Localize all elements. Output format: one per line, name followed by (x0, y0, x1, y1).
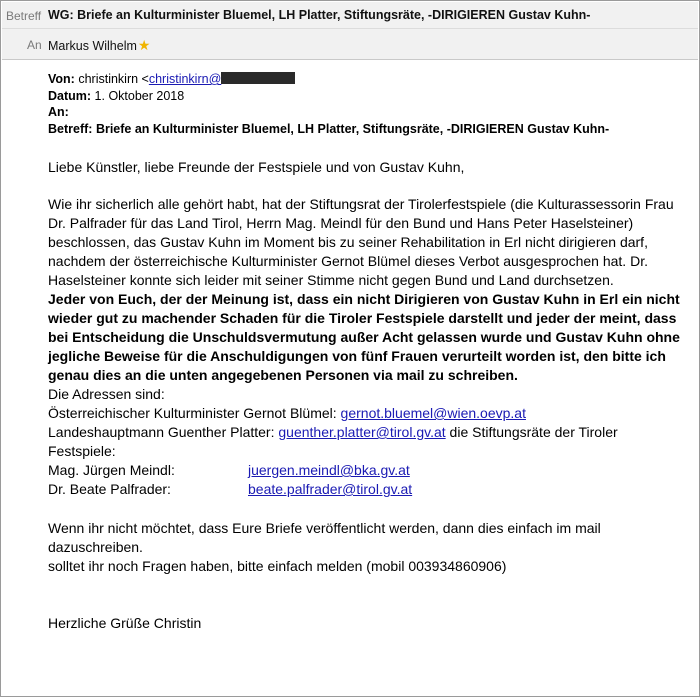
from-name: christinkirn < (78, 72, 149, 86)
forwarded-subject (48, 121, 688, 138)
platter-email-link[interactable]: guenther.platter@tirol.gv.at (278, 424, 446, 440)
paragraph-3: solltet ihr noch Fragen haben, bitte einfach melden (mobil 003934860906) (48, 558, 507, 574)
from-label: Von: (48, 72, 75, 86)
date-label: Datum: (48, 88, 92, 103)
meindl-line (48, 461, 688, 480)
forwarded-headers (48, 71, 688, 137)
closing: Herzliche Grüße Christin (48, 615, 202, 631)
palfrader-email-link[interactable]: beate.palfrader@tirol.gv.at (248, 481, 413, 497)
forwarded-from (48, 71, 688, 88)
addresses-intro: Die Adressen sind: (48, 386, 165, 402)
to-label: An: (48, 105, 69, 119)
subject-label: Betreff (6, 9, 42, 23)
palfrader-label: Dr. Beate Palfrader: (48, 481, 171, 497)
platter-label: Landeshauptmann Guenther Platter: (48, 424, 279, 440)
paragraph-2: Wenn ihr nicht möchtet, dass Eure Briefe veröffentlicht werden, dann dies einfach im mail dazuschreiben. (48, 520, 601, 555)
from-email-link[interactable]: christinkirn@ (148, 72, 222, 86)
paragraph-1: Wie ihr sicherlich alle gehört habt, hat der Stiftungsrat der Tirolerfestspiele (die Kulturassessorin Frau Dr. Palfrader für das Land Tirol, Herrn Mag. Meindl für den Bund und Hans Peter Haselsteiner) beschlossen, das Gustav Kuhn im Moment bis zu seiner Rehabilitation in Erl nicht dirigieren darf, nachdem der österreichische Kulturminister Gernot Blümel dieses Verbot ausgesprochen hat. Dr. Haselsteiner konnte sich leider mit seiner Stimme nicht gegen Bund und Land durchsetzen. (48, 196, 674, 288)
recipient-value[interactable] (48, 37, 150, 54)
greeting: Liebe Künstler, liebe Freunde der Festspiele und von Gustav Kuhn, (48, 159, 465, 175)
palfrader-line (48, 480, 688, 499)
subject-header (2, 2, 698, 29)
forwarded-subject-label: Betreff: (48, 121, 93, 136)
redaction-bar (221, 72, 295, 84)
recipient-label: An (27, 38, 42, 52)
platter-line (48, 423, 688, 461)
forwarded-to (48, 104, 688, 121)
minister-line (48, 404, 688, 423)
message-body (48, 71, 688, 633)
forwarded-subject-value: Briefe an Kulturminister Bluemel, LH Platter, Stiftungsräte, -DIRIGIEREN Gustav Kuhn- (95, 121, 610, 136)
meindl-label: Mag. Jürgen Meindl: (48, 462, 175, 478)
bold-paragraph: Jeder von Euch, der der Meinung ist, dass ein nicht Dirigieren von Gustav Kuhn in Erl ein nicht wieder gut zu machender Schaden für die Tiroler Festspiele darstellt und jeder der meint, dass bei Entscheidung die Unschuldsvermutung außer Acht gelassen wurde und Gustav Kuhn ohne jegliche Beweise für die Anschuldigungen von fünf Frauen verurteilt worden ist, den bitte ich genau dies an die unten angegebenen Personen via mail zu schreiben. (48, 291, 680, 383)
minister-email-link[interactable]: gernot.bluemel@wien.oevp.at (340, 405, 526, 421)
star-icon[interactable]: ★ (137, 37, 151, 53)
forwarded-date (48, 88, 688, 105)
date-value: 1. Oktober 2018 (94, 88, 185, 103)
recipient-header (2, 29, 698, 60)
recipient-name[interactable]: Markus Wilhelm (48, 39, 137, 53)
platter-suffix: die Stiftungsräte der Tiroler Festspiele: (48, 424, 618, 459)
subject-value: WG: Briefe an Kulturminister Bluemel, LH Platter, Stiftungsräte, -DIRIGIEREN Gustav Kuhn- (48, 8, 591, 22)
minister-label: Österreichischer Kulturminister Gernot Blümel: (48, 405, 341, 421)
meindl-email-link[interactable]: juergen.meindl@bka.gv.at (248, 462, 410, 478)
